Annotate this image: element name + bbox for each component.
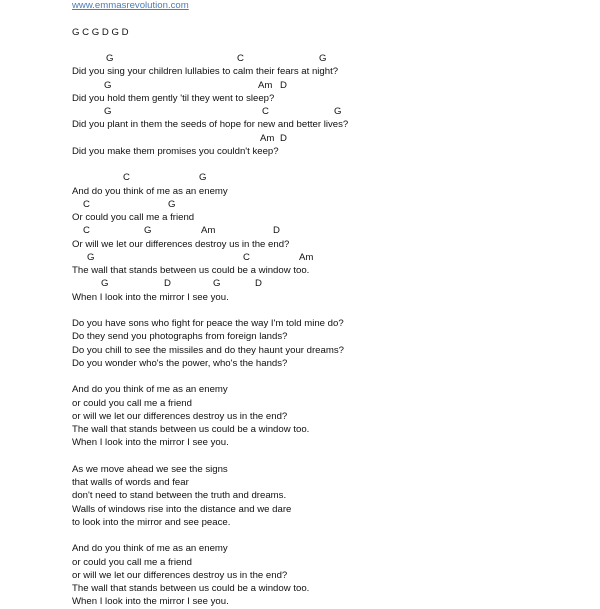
lyric-line: When I look into the mirror I see you. bbox=[72, 596, 229, 608]
lyric-line: When I look into the mirror I see you. bbox=[72, 291, 229, 303]
chord-line bbox=[0, 277, 600, 290]
chord: G bbox=[213, 278, 221, 290]
lyric-line: Or will we let our differences destroy us in the end? bbox=[72, 238, 290, 250]
chord-line bbox=[0, 171, 600, 184]
lyric-line: Did you sing your children lullabies to calm their fears at night? bbox=[72, 66, 339, 78]
lyric-line: Did you hold them gently 'til they went to sleep? bbox=[72, 92, 275, 104]
lyric-line: The wall that stands between us could be a window too. bbox=[72, 583, 310, 594]
chord: G bbox=[101, 278, 109, 290]
chord: Am bbox=[260, 132, 275, 144]
chord: G bbox=[319, 53, 327, 64]
chord: C bbox=[83, 225, 90, 237]
chord: G bbox=[87, 251, 95, 263]
chord: D bbox=[280, 79, 287, 91]
chord-line bbox=[0, 198, 600, 211]
chord: Am bbox=[201, 225, 216, 237]
lyric-line: Do you wonder who's the power, who's the hands? bbox=[72, 357, 288, 369]
lyric-line: As we move ahead we see the signs bbox=[72, 463, 228, 475]
lyric-line: Walls of windows rise into the distance and we dare bbox=[72, 503, 292, 515]
chord-line bbox=[0, 132, 600, 145]
lyric-line: Do you chill to see the missiles and do they haunt your dreams? bbox=[72, 344, 344, 356]
lyric-line: And do you think of me as an enemy bbox=[72, 185, 228, 197]
lyric-line: The wall that stands between us could be a window too. bbox=[72, 265, 310, 276]
lyric-line: that walls of words and fear bbox=[72, 477, 189, 488]
chord-line bbox=[0, 224, 600, 237]
chord: G bbox=[144, 225, 152, 237]
chord: Am bbox=[258, 79, 273, 91]
chord: C bbox=[237, 53, 244, 64]
lyric-line: or will we let our differences destroy us in the end? bbox=[72, 569, 288, 581]
chord-line bbox=[0, 105, 600, 118]
chord: Am bbox=[299, 251, 314, 263]
chord: D bbox=[164, 278, 171, 290]
lyric-line: When I look into the mirror I see you. bbox=[72, 437, 229, 449]
chord: D bbox=[255, 278, 262, 290]
lyric-line: Do they send you photographs from foreign lands? bbox=[72, 331, 288, 343]
chord: C bbox=[123, 172, 130, 184]
chord: G bbox=[199, 172, 207, 184]
chord: C bbox=[262, 106, 269, 117]
chord: G bbox=[106, 53, 114, 64]
chord-line bbox=[0, 79, 600, 92]
lyric-line: Did you plant in them the seeds of hope for new and better lives? bbox=[72, 119, 349, 131]
chord-line bbox=[0, 251, 600, 264]
chord: C bbox=[243, 251, 250, 263]
lyric-line: Or could you call me a friend bbox=[72, 212, 195, 223]
lyric-line: Did you make them promises you couldn't keep? bbox=[72, 145, 279, 157]
lyric-line: And do you think of me as an enemy bbox=[72, 543, 228, 555]
chord-line bbox=[0, 52, 600, 65]
chord: D bbox=[273, 225, 280, 237]
lyric-line: And do you think of me as an enemy bbox=[72, 384, 228, 396]
lyric-line: or could you call me a friend bbox=[72, 556, 192, 568]
lyric-line: The wall that stands between us could be a window too. bbox=[72, 424, 310, 435]
lyric-line: don't need to stand between the truth and dreams. bbox=[72, 490, 287, 502]
lyric-line: to look into the mirror and see peace. bbox=[72, 516, 231, 528]
chord: G bbox=[168, 198, 176, 210]
lyric-line: or could you call me a friend bbox=[72, 397, 192, 409]
chord: D bbox=[280, 132, 287, 144]
lyric-line: Do you have sons who fight for peace the way I'm told mine do? bbox=[72, 318, 344, 329]
intro-chords: G C G D G D bbox=[72, 26, 129, 38]
lyric-line: or will we let our differences destroy us in the end? bbox=[72, 410, 288, 422]
chord: C bbox=[83, 198, 90, 210]
chord: G bbox=[104, 79, 112, 91]
website-link[interactable]: www.emmasrevolution.com bbox=[72, 0, 189, 11]
chord: G bbox=[104, 106, 112, 117]
chord: G bbox=[334, 106, 342, 117]
